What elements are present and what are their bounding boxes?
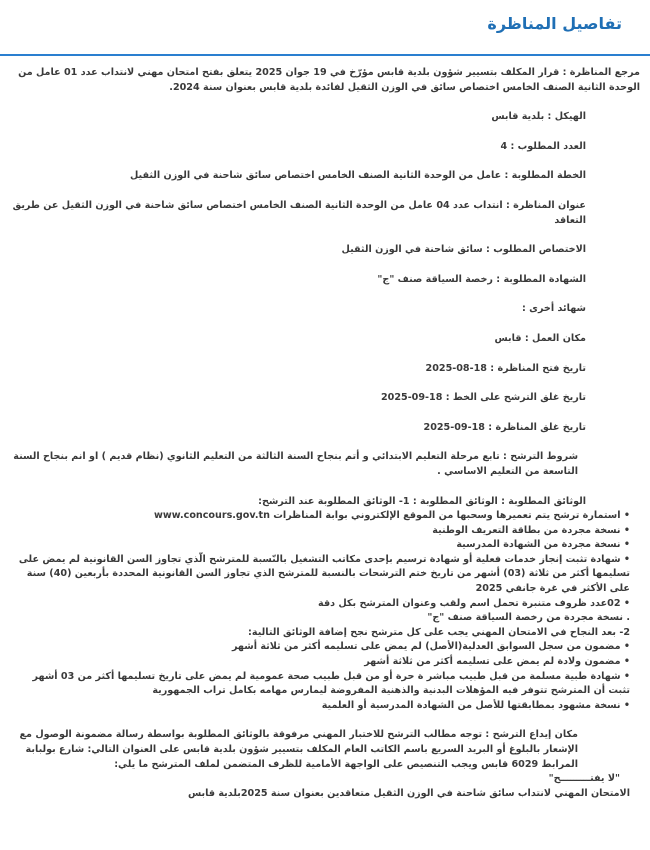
doc-item: • شهادة تثبت إنجاز خدمات فعلية أو شهادة ترسيم بإحدى مكاتب التشغيل بالنّسبة للمترشح الّذي تجاوز السن القانونية لم يمض على تسليمها أكثر من ثلاثة (03) أشهر من تاريخ ختم الترشحات بالنسبة للمترشح الذي تجاوز السن القانونية المحددة بأربعين (40) سنة على الأكثر في غرة جانفي 2025: [18, 553, 630, 595]
field-other-certificates: شهائد أخرى :: [522, 303, 586, 315]
documents-intro: الوثائق المطلوبة : الوثائق المطلوبة : 1- الوثائق المطلوبة عند الترشح:: [258, 495, 586, 507]
details-content: [0, 56, 650, 801]
submission-section: [12, 728, 640, 801]
doc-item: • نسخة مشهود بمطابقتها للأصل من الشهادة المدرسية أو العلمية: [321, 699, 630, 711]
submission-text: مكان إيداع الترشح : توجه مطالب الترشح للاختبار المهني مرفوقة بالوثائق المطلوبة بواسطة رسالة مضمونة الوصول مع الإشعار بالبلوغ أو البريد السريع باسم الكاتب العام المكلف بتسيير شؤون بلدية قابس على العنوان التالي: شارع بولبابة المرابط 6029 قابس ويجب التنصيص على الواجهة الأمامية للظرف المتضمن لملف المترشح ما يلي:: [19, 729, 578, 770]
doc-item: • نسخة مجردة من بطاقة التعريف الوطنية: [432, 524, 630, 536]
doc-item: • مضمون من سجل السوابق العدلية(الأصل) لم يمض على تسليمه أكثر من ثلاثة أشهر: [231, 641, 630, 653]
conditions-text: شروط الترشح : تابع مرحلة التعليم الابتدائي و أتم بنجاح السنة الثالثة من التعليم الثانوي (نظام قديم ) او انم بنجاح السنة التاسعة من التعليم الاساسي .: [13, 451, 578, 477]
field-entity: الهيكل : بلدية قابس: [491, 111, 586, 123]
field-close-date: تاريخ غلق المناظرة : 18-09-2025: [423, 421, 586, 433]
submission-notice: "لا يفتـــــــــح": [548, 773, 620, 785]
field-count: العدد المطلوب : 4: [500, 140, 586, 152]
documents-section-2: 2- بعد النجاح في الامتحان المهني يجب على كل مترشح نجح إضافة الوثائق التالية:: [248, 626, 630, 638]
doc-item: • استمارة ترشح يتم تعميرها وسحبها من الموقع الإلكتروني بوابة المناظرات www.concours.gov.tn: [154, 510, 630, 522]
doc-item: . نسخة مجردة من رخصة السياقة صنف "ج": [427, 612, 630, 624]
doc-item: • مضمون ولادة لم يمض على تسليمه أكثر من ثلاثة أشهر: [364, 656, 630, 668]
field-close-line-date: تاريخ غلق الترشح على الخط : 18-09-2025: [380, 392, 586, 404]
doc-item: • 02عدد ظروف متنبرة تحمل اسم ولقب وعنوان المترشح بكل دقة: [318, 597, 630, 609]
field-certificate: الشهادة المطلوبة : رخصة السياقة صنف "ج": [377, 273, 586, 285]
page-title: تفاصيل المناظرة: [487, 14, 622, 33]
doc-item: • شهادة طبية مسلمة من قبل طبيب مباشر ة حرة أو من قبل طبيب صحة عمومية لم يمض على تاريخ تسليمها أكثر من 03 أشهر تثبت أن المترشح تتوفر فيه المؤهلات البدنية والذهنية المفروضة ليمارس مهامه بكامل تراب الجمهورية: [32, 670, 630, 697]
documents-section: [12, 495, 640, 714]
field-plan: الخطة المطلوبة : عامل من الوحدة الثانية الصنف الخامس اختصاص سائق شاحنة في الوزن الثقيل: [129, 170, 586, 182]
doc-item: • نسخة مجردة من الشهادة المدرسية: [456, 539, 630, 551]
reference-text: مرجع المناظرة : قرار المكلف بتسيير شؤون بلدية قابس مؤرّخ في 19 جوان 2025 يتعلق بفتح امتحان مهني لانتداب عدد 01 عامل من الوحدة الثانية الصنف الخامس اختصاص سائق في الوزن الثقيل لفائدة بلدية قابس بعنوان سنة 2024.: [18, 67, 640, 93]
submission-footer: الامتحان المهني لانتداب سائق شاحنة في الوزن الثقيل متعاقدين بعنوان سنة 2025بلدية قابس: [187, 787, 630, 799]
field-open-date: تاريخ فتح المناظرة : 18-08-2025: [425, 362, 586, 374]
field-competition-title: عنوان المناظرة : انتداب عدد 04 عامل من الوحدة الثانية الصنف الخامس اختصاص سائق شاحنة في الوزن الثقيل عن طريق التعاقد: [12, 199, 586, 226]
field-workplace: مكان العمل : قابس: [494, 332, 586, 344]
field-specialty: الاختصاص المطلوب : سائق شاحنة في الوزن الثقيل: [341, 244, 586, 256]
